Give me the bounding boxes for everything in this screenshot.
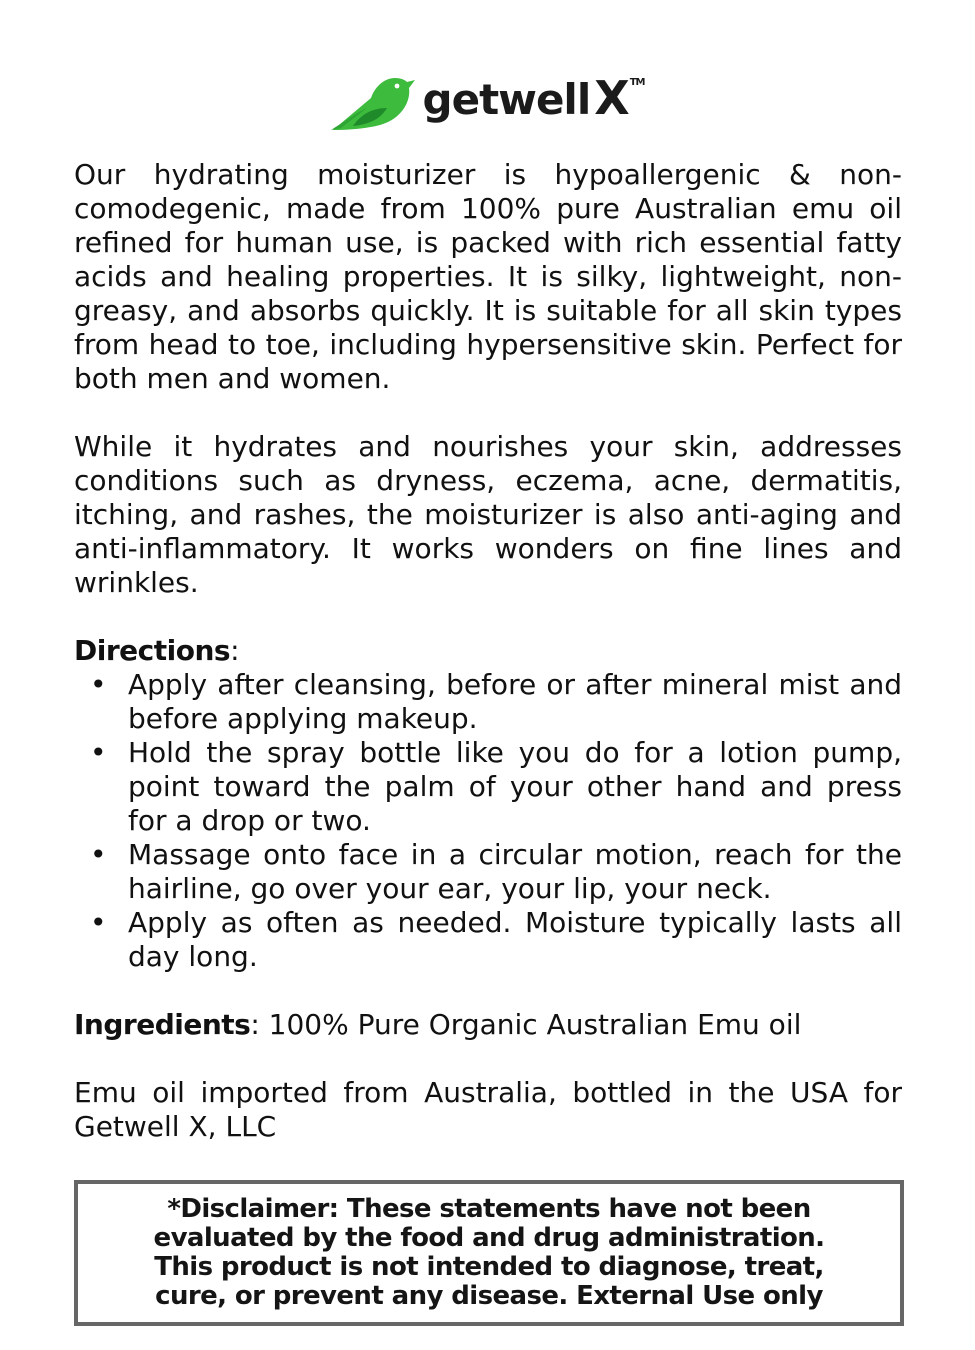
bullet-icon: • [90, 906, 107, 939]
ingredients-colon: : [250, 1008, 260, 1041]
disclaimer-line: *Disclaimer: These statements have not been [167, 1194, 811, 1224]
directions-list [74, 668, 902, 974]
direction-text: Massage onto face in a circular motion, reach for the hairline, go over your ear, your lip, your neck. [128, 838, 902, 905]
disclaimer-line: evaluated by the food and drug administration. [153, 1223, 825, 1253]
brand-x: X [594, 71, 629, 125]
list-item [74, 668, 902, 736]
ingredients-value: 100% Pure Organic Australian Emu oil [259, 1008, 802, 1041]
origin-paragraph: Emu oil imported from Australia, bottled in the USA for Getwell X, LLC [74, 1076, 902, 1143]
bullet-icon: • [90, 736, 107, 769]
benefits-paragraph: While it hydrates and nourishes your skin, addresses conditions such as dryness, eczema, acne, dermatitis, itching, and rashes, the moisturizer is also anti-aging and anti-inflammatory. It works wonders on fine lines and wrinkles. [74, 430, 902, 599]
disclaimer-text [119, 1195, 859, 1311]
logo-group [331, 68, 645, 132]
disclaimer-line: cure, or prevent any disease. External Use only [155, 1281, 823, 1311]
list-item [74, 838, 902, 906]
directions-label: Directions [74, 634, 231, 667]
list-item [74, 736, 902, 838]
list-item [74, 906, 902, 974]
direction-text: Apply as often as needed. Moisture typically lasts all day long. [128, 906, 902, 973]
brand-logo [0, 68, 975, 132]
directions-colon: : [230, 634, 240, 667]
ingredients-line [74, 1008, 902, 1042]
label-content [74, 158, 902, 1178]
trademark-mark: TM [629, 77, 645, 88]
directions-heading [74, 634, 902, 668]
direction-text: Apply after cleansing, before or after mineral mist and before applying makeup. [128, 668, 902, 735]
disclaimer-line: This product is not intended to diagnose, treat, [154, 1252, 824, 1282]
disclaimer-box [74, 1180, 904, 1326]
brand-name [423, 71, 645, 125]
bird-logo-icon [331, 68, 417, 132]
description-paragraph: Our hydrating moisturizer is hypoallergenic & non-comodegenic, made from 100% pure Australian emu oil refined for human use, is packed with rich essential fatty acids and healing properties. It is silky, lightweight, non-greasy, and absorbs quickly. It is suitable for all skin types from head to toe, including hypersensitive skin. Perfect for both men and women. [74, 158, 902, 395]
bullet-icon: • [90, 838, 107, 871]
brand-text: getwell [422, 75, 591, 124]
direction-text: Hold the spray bottle like you do for a lotion pump, point toward the palm of your other hand and press for a drop or two. [128, 736, 902, 837]
ingredients-label: Ingredients [74, 1008, 251, 1041]
bullet-icon: • [90, 668, 107, 701]
